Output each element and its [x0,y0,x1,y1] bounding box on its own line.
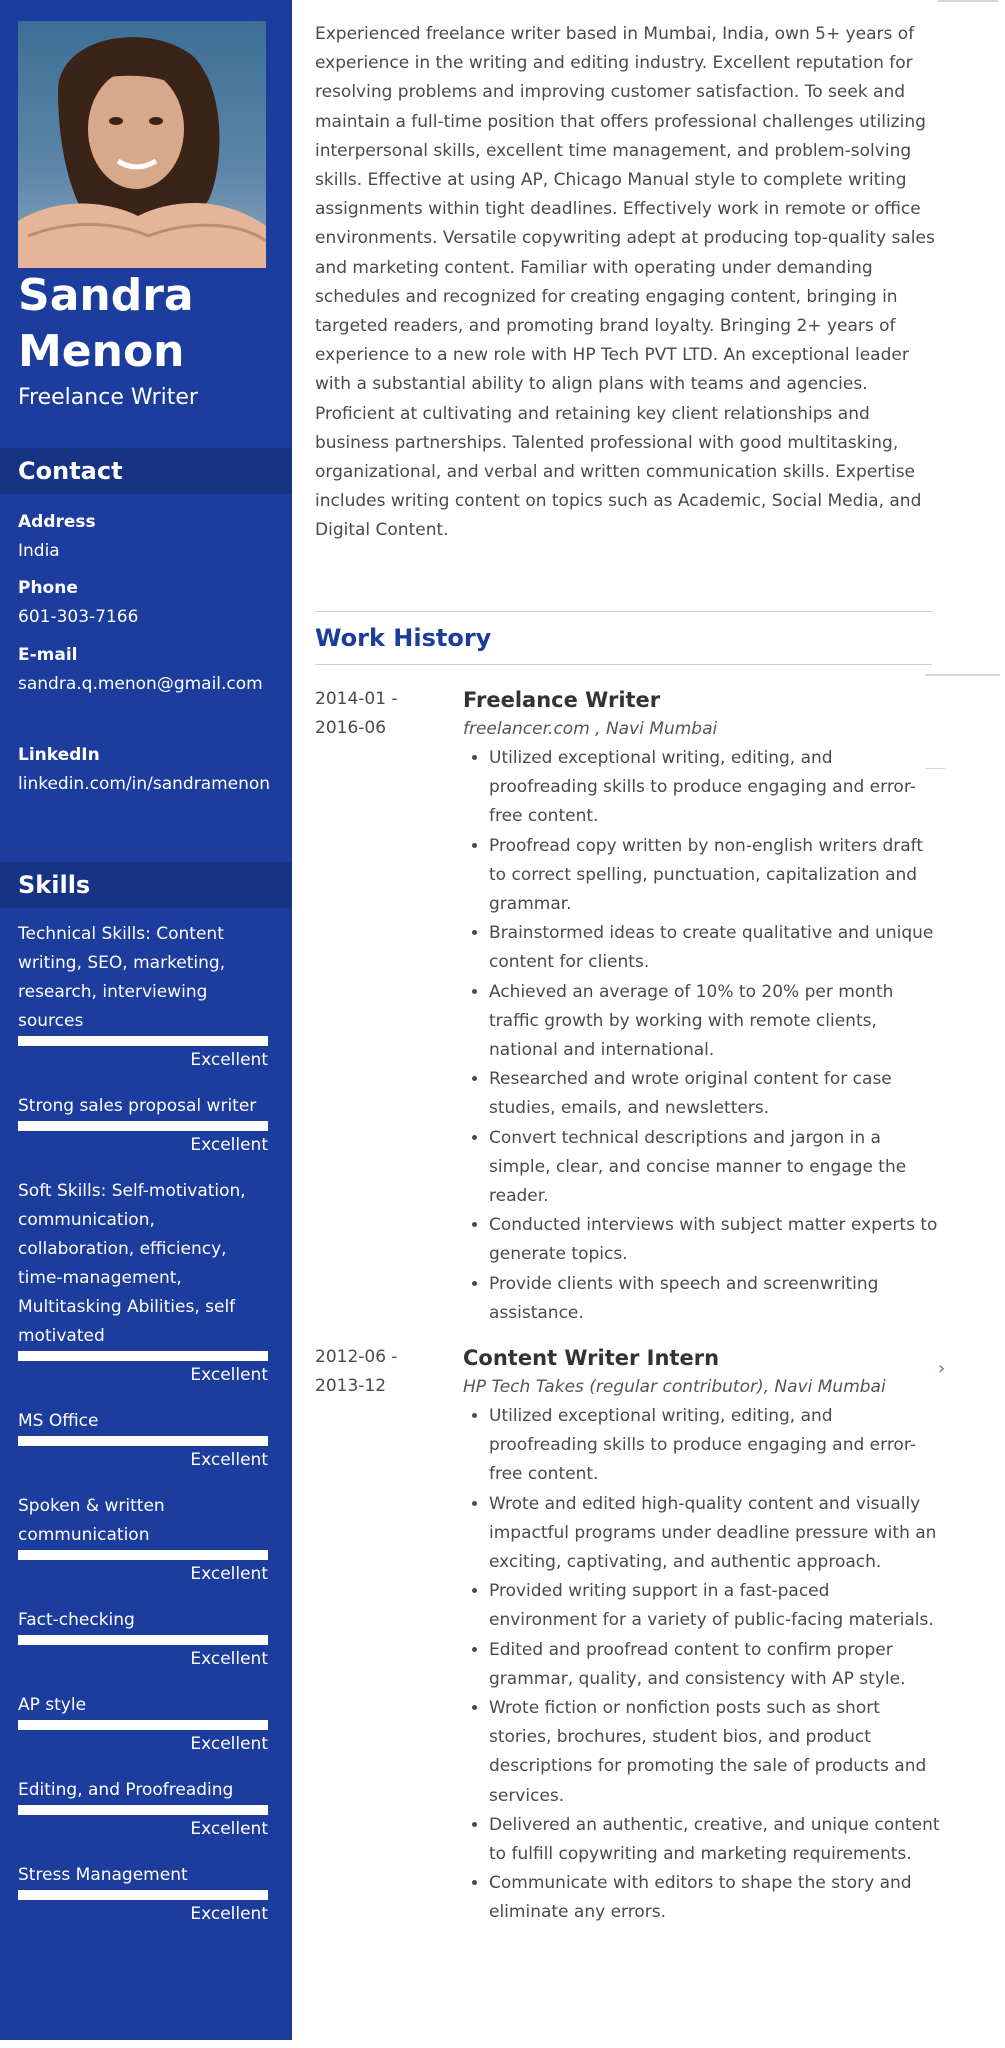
decorative-line [938,0,998,2]
job-title-headline: Freelance Writer [18,385,198,410]
skill-level: Excellent [190,1050,268,1070]
linkedin-label: LinkedIn [18,745,100,765]
skills-heading: Skills [0,862,292,908]
last-name: Menon [18,326,185,377]
email-label: E-mail [18,645,78,665]
skill-level-bar [18,1436,268,1446]
job-dates: 2012-06 - 2013-12 [315,1347,398,1396]
list-item: • Wrote and edited high-quality content and visually impactful programs under deadline pressure with an exciting, captivating, and authentic approach. [489,1490,943,1578]
job-dates: 2014-01 - 2016-06 [315,689,398,738]
profile-photo [18,21,266,268]
section-divider [315,611,932,612]
skill-item [18,920,268,1074]
job-details [463,1343,946,1928]
job-details [463,685,943,1328]
skill-level-bar [18,1890,268,1900]
skill-level: Excellent [190,1904,268,1924]
phone-value: 601-303-7166 [18,607,139,627]
list-item: • Convert technical descriptions and jargon in a simple, clear, and concise manner to engage the reader. [489,1124,943,1212]
list-item: • Provided writing support in a fast-paced environment for a variety of public-facing materials. [489,1577,943,1635]
list-item: • Conducted interviews with subject matter experts to generate topics. [489,1211,943,1269]
candidate-name [18,268,283,380]
skill-item [18,1606,268,1673]
skill-level-bar [18,1121,268,1131]
skills-list [18,920,268,1946]
work-history-heading: Work History [315,624,492,652]
skill-level-bar [18,1720,268,1730]
skill-level-bar [18,1805,268,1815]
summary-section [315,20,935,546]
contact-heading: Contact [0,448,292,494]
list-item: • Communicate with editors to shape the story and eliminate any errors. [489,1869,943,1927]
skill-level-bar [18,1550,268,1560]
contact-phone [18,574,280,632]
job-responsibilities [463,1402,943,1928]
skill-level-bar [18,1635,268,1645]
skill-name: Soft Skills: Self-motivation, communication, collaboration, efficiency, time-management, Multitasking Abilities, self motivated [18,1181,246,1346]
skill-name: Fact-checking [18,1610,135,1630]
list-item: • Proofread copy written by non-english writers draft to correct spelling, punctuation, capitalization and grammar. [489,832,943,920]
contact-linkedin [18,741,280,799]
skill-name: Editing, and Proofreading [18,1780,234,1800]
job-company: HP Tech Takes (regular contributor), Navi Mumbai [463,1377,886,1397]
skill-item [18,1691,268,1758]
skill-name: Strong sales proposal writer [18,1096,257,1116]
contact-email [18,641,280,699]
skill-level: Excellent [190,1450,268,1470]
skill-level-bar [18,1036,268,1046]
job-company: freelancer.com , Navi Mumbai [463,719,718,739]
skill-name: Stress Management [18,1865,188,1885]
skill-item [18,1861,268,1928]
list-item: • Edited and proofread content to confirm proper grammar, quality, and consistency with AP style. [489,1636,943,1694]
decorative-line [925,768,945,769]
list-item: • Utilized exceptional writing, editing, and proofreading skills to produce engaging and error-free content. [489,744,943,832]
phone-label: Phone [18,578,78,598]
skill-item [18,1492,268,1588]
list-item: • Researched and wrote original content for case studies, emails, and newsletters. [489,1065,943,1123]
linkedin-value[interactable]: linkedin.com/in/sandramenon [18,774,271,794]
skill-level: Excellent [190,1734,268,1754]
skill-item [18,1092,268,1159]
chevron-right-icon: › [938,1358,946,1379]
skill-level-bar [18,1351,268,1361]
section-divider [315,664,932,665]
job-title: Content Writer Intern [463,1346,720,1370]
skill-name: MS Office [18,1411,99,1431]
skill-level: Excellent [190,1365,268,1385]
address-value: India [18,541,60,561]
skill-name: AP style [18,1695,87,1715]
professional-summary: Experienced freelance writer based in Mumbai, India, own 5+ years of experience in the writing and editing industry. Excellent reputation for resolving problems and improving customer satisfaction. To seek and maintain a full-time position that offers professional challenges utilizing interpersonal skills, excellent time management, and problem-solving skills. Effective at using AP, Chicago Manual style to complete writing assignments within tight deadlines. Effectively work in remote or office environments. Versatile copywriting adept at producing top-quality sales and marketing content. Familiar with operating under demanding schedules and recognized for creating engaging content, bringing in targeted readers, and promoting brand loyalty. Bringing 2+ years of experience to a new role with HP Tech PVT LTD. An exceptional leader with a substantial ability to align plans with teams and agencies. Proficient at cultivating and retaining key client relationships and business partnerships. Talented professional with good multitasking, organizational, and verbal and written communication skills. Expertise includes writing content on topics such as Academic, Social Media, and Digital Content. [315,24,935,541]
job-title: Freelance Writer [463,688,661,712]
list-item: • Wrote fiction or nonfiction posts such as short stories, brochures, student bios, and product descriptions for promoting the sale of products and services. [489,1694,943,1811]
list-item: • Utilized exceptional writing, editing, and proofreading skills to produce engaging and error-free content. [489,1402,943,1490]
decorative-line [925,674,1000,676]
skill-item [18,1407,268,1474]
first-name: Sandra [18,270,194,321]
email-value[interactable]: sandra.q.menon@gmail.com [18,674,263,694]
skill-name: Spoken & written communication [18,1496,165,1545]
sidebar [0,0,292,2040]
skill-level: Excellent [190,1819,268,1839]
list-item: • Provide clients with speech and screenwriting assistance. [489,1270,943,1328]
address-label: Address [18,512,96,532]
list-item: • Delivered an authentic, creative, and unique content to fulfill copywriting and marketing requirements. [489,1811,943,1869]
skill-level: Excellent [190,1564,268,1584]
list-item: • Achieved an average of 10% to 20% per month traffic growth by working with remote clients, national and international. [489,978,943,1066]
skill-item [18,1177,268,1389]
job-responsibilities [463,744,943,1328]
skill-name: Technical Skills: Content writing, SEO, marketing, research, interviewing sources [18,924,226,1031]
skill-level: Excellent [190,1135,268,1155]
skill-level: Excellent [190,1649,268,1669]
list-item: • Brainstormed ideas to create qualitative and unique content for clients. [489,919,943,977]
contact-address [18,508,280,566]
skill-item [18,1776,268,1843]
